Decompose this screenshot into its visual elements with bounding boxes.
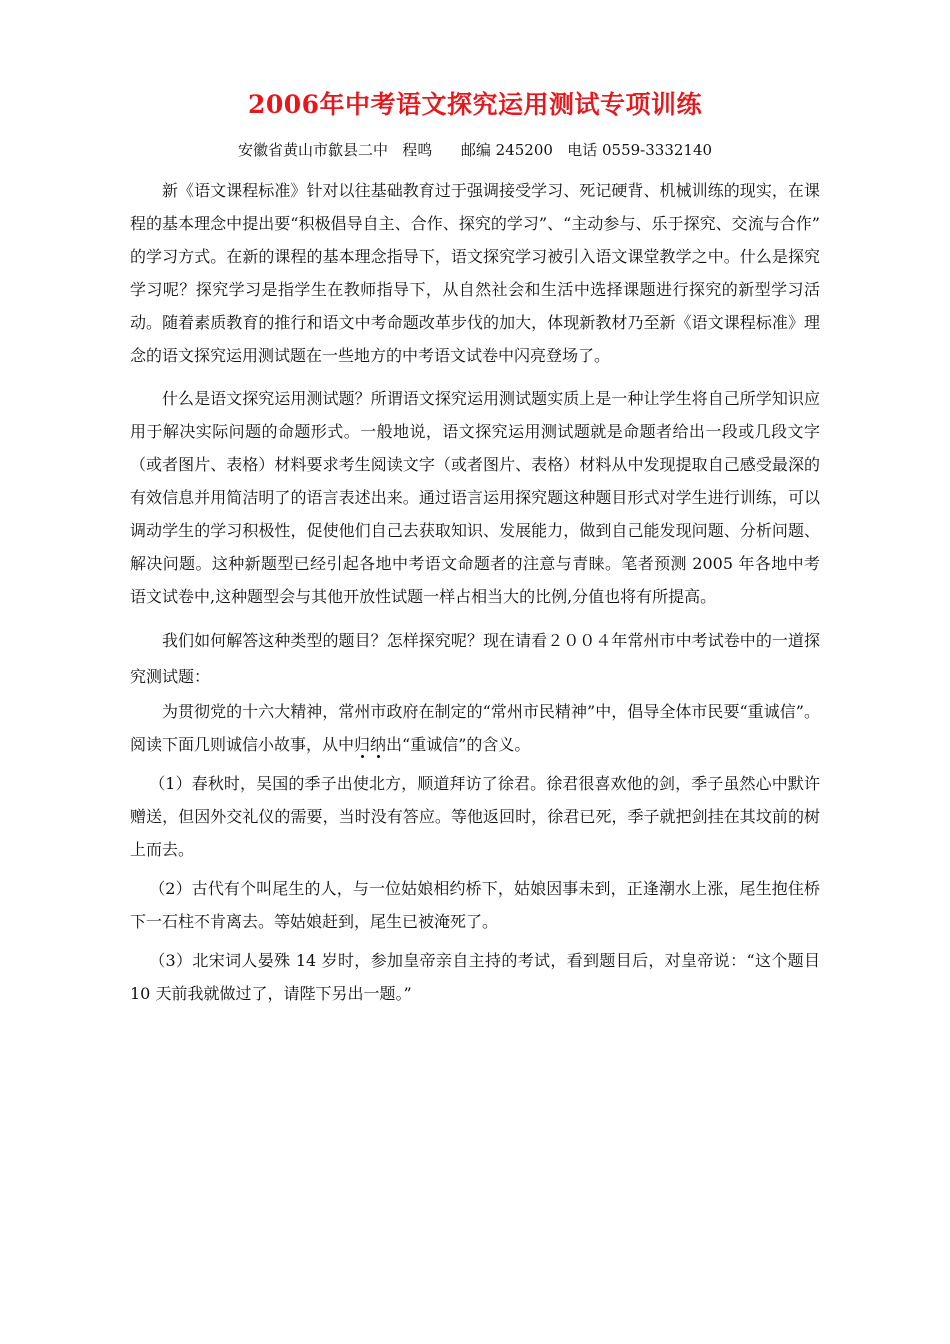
question-lead-paragraph: 我们如何解答这种类型的题目？怎样探究呢？现在请看２００４年常州市中考试卷中的一道探究测试题： (130, 631, 820, 686)
intro-paragraph: 新《语文课程标准》针对以往基础教育过于强调接受学习、死记硬背、机械训练的现实，在课程的基本理念中提出要“积极倡导自主、合作、探究的学习”、“主动参与、乐于探究、交流与合作” 的学习方式。在新的课程的基本理念指导下，语文探究学习被引入语文课堂教学之中。什么是探究学习呢？探究学习是指学生在教师指导下，从自然社会和生活中选择课题进行探究的新型学习活动。随着素质教育的推行和语文中考命题改革步伐的加大，体现新教材乃至新《语文课程标准》理念的语文探究运用测试题在一些地方的中考语文试卷中闪亮登场了。 (130, 181, 820, 365)
definition-paragraph: 什么是语文探究运用测试题？所谓语文探究运用测试题实质上是一种让学生将自己所学知识应用于解决实际问题的命题形式。一般地说，语文探究运用测试题就是命题者给出一段或几段文字（或者图片、表格）材料要求考生阅读文字（或者图片、表格）材料从中发现提取自己感受最深的有效信息并用简洁明了的语言表述出来。通过语言运用探究题这种题目形式对学生进行训练，可以调动学生的学习积极性，促使他们自己去获取知识、发展能力，做到自己能发现问题、分析问题、解决问题。这种新题型已经引起各地中考语文命题者的注意与青睐。笔者预测 2005 年各地中考语文试卷中,这种题型会与其他开放性试题一样占相当大的比例,分值也将有所提高。 (130, 389, 820, 606)
author-byline: 安徽省黄山市歙县二中 程鸣 邮编 245200 电话 0559-3332140 (237, 141, 713, 159)
story-item-1: （1）春秋时，吴国的季子出使北方，顺道拜访了徐君。徐君很喜欢他的剑，季子虽然心中默许赠送，但因外交礼仪的需要，当时没有答应。等他返回时，徐君已死，季子就把剑挂在其坟前的树上而去。 (130, 774, 820, 859)
story-item-3: （3）北宋词人晏殊 14 岁时，参加皇帝亲自主持的考试，看到题目后，对皇帝说：“这个题目 10 天前我就做过了，请陛下另出一题。” (130, 951, 820, 1003)
story-item-2: （2）古代有个叫尾生的人，与一位姑娘相约桥下，姑娘因事未到，正逢潮水上涨，尾生抱住桥下一石柱不肯离去。等姑娘赶到，尾生已被淹死了。 (130, 879, 820, 931)
emphasis-char-1: 归 (354, 735, 371, 754)
emphasis-char-2: 纳 (370, 735, 387, 754)
question-prompt (130, 695, 820, 761)
document-page (130, 88, 820, 1010)
question-prompt-before: 为贯彻党的十六大精神，常州市政府在制定的“常州市民精神”中，倡导全体市民要“重诚信”。阅读下面几则诚信小故事，从中 (130, 702, 820, 754)
document-title: 2006年中考语文探究运用测试专项训练 (247, 90, 703, 119)
question-prompt-after: 出“重诚信”的含义。 (386, 735, 531, 754)
